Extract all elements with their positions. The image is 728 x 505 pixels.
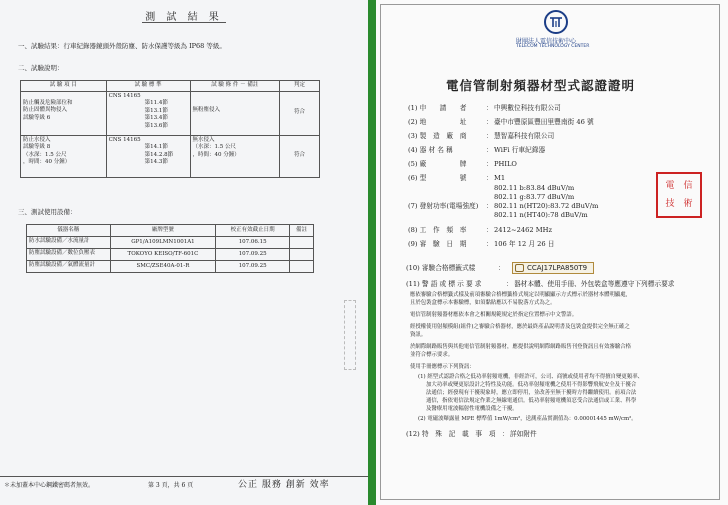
calibration-date: 107.09.25 [216, 261, 290, 273]
note-line: 使用手冊應標示下列資訊： [410, 364, 475, 370]
header-cell: 判定 [280, 81, 320, 92]
result-cell: 符合 [280, 135, 320, 177]
logo-text-english: TELECOM TECHNOLOGY CENTER [516, 44, 590, 49]
table-row [27, 261, 314, 273]
header-cell: 校正有效截止日期 [216, 225, 290, 237]
logo-text-chinese: 財團法人電信技術中心 [516, 38, 577, 45]
test-item-cell: 防止水侵入 試驗等級 8 （水深：1.5 公尺 ，時間：40 分鐘） [21, 135, 107, 177]
ncc-mark-icon [515, 264, 524, 272]
note-line: 並符合標示要求。 [410, 352, 454, 358]
header-cell: 試 驗 項 目 [21, 81, 107, 92]
standard-cell: CNS 14165 第14.1節 第14.2.8節 第14.3節 [106, 135, 190, 177]
table-header-row [21, 81, 320, 92]
table-row [27, 237, 314, 249]
result-cell: 符合 [280, 91, 320, 135]
note-line: 且於包裝盒標示本審驗標，如須黏貼應以不易脫落方式為之。 [410, 300, 556, 306]
page-divider [368, 0, 376, 505]
note-line: 加大功率或變更原設計之特性及功能。低功率射頻電機之使用不得影響飛航安全及干擾合 [426, 382, 637, 388]
note-line: 法通信；經發現有干擾現象時，應立即停用，並改善至無干擾時方得繼續使用。前項合法 [426, 390, 637, 396]
equipment-note [290, 237, 314, 249]
certificate-page: 財團法人電信技術中心 TELECOM TECHNOLOGY CENTER 電信管制射頻器材型式認證證明 (1) 申 請 者 ： 中興數位科技有限公司 (2) 地 址 ： 臺中市豐原區豐田里豐南街 46 號 (3) 製 造 廠 商 ： 慧智嘉科技有限公司 (4) 器 材 名 稱 ： WiFi 行車紀錄器 (5) 廠 牌 ： PHILO (6) 型 號 ： M1 (7) 發射功率(電場強度) ： 802.11 b:83.84 dBuV/m 802.11 g:83.77 dBuV/m 802.11 n(HT20):83.72 dBuV/m 802.11 n(HT40):78 dBuV/m (8) 工 作 頻 率 ： 2412~2462 MHz (9) 審 驗 日 期 ： 106 年 12 月 26 日 (10) 審驗合格標籤式樣 ： CCAJ17LPA850T9 (11) 警 語 或 標 示 要 求 ： 器材本體、使用手冊、外包裝盒等應遵守下列標示要求 應依審驗合格標籤式樣及前項審驗合格標籤格式規定以明顯顯示方式標示於器材本體明顯處, 且於包裝盒標示本審驗標，如須黏貼應以不易脫落方式為之。 電信管制射頻器材應依本會之相關規範規定於指定位置標示中文警語。 經授權使用射頻模組(組件)之審驗合格器材，應於最終產品說明書及包裝盒提供完全無正確之 資訊。 於網際網路販售與其他電信管制射頻器材，應提供說明網際網路販售刊登資訊且有效審驗合格 並符合標示要求。 使用手冊應標示下列資訊： (1) 經型式認證合格之低功率射頻電機，非經許可，公司、商號或使用者均不得擅自變更頻率、 加大功率或變更原設計之特性及功能。低功率射頻電機之使用不得影響飛航安全及干擾合 法通信；經發現有干擾現象時，應立即停用，並改善至無干擾時方得繼續使用。前項合法 通信，指依電信法規定作業之無線電通信。低功率射頻電機須忍受合法通信或工業、科學 及醫療用電波輻射性電機設備之干擾。 (2) 電磁波曝露量 MPE 標準值 1mW/cm²，送測產品實測值為：0.00001445 mW/cm²。 (12) 特 殊 記 載 事 項 ： 詳如附件 電 信 技 術 [376, 0, 728, 505]
note-line: 資訊。 [410, 332, 427, 338]
certificate-title: 電信管制射頻器材型式認證證明 [446, 78, 636, 93]
test-item-cell: 防止觸及危險部位和 防止固體異物侵入 試驗等級 6 [21, 91, 107, 135]
power-value: 802.11 g:83.77 dBuV/m [494, 193, 575, 201]
note-line: 應依審驗合格標籤式樣及前項審驗合格標籤格式規定以明顯顯示方式標示於器材本體明顯處, [410, 292, 628, 298]
equipment-name: 防塵試驗設備／數位負壓表 [27, 249, 111, 261]
note-line: 及醫療用電波輻射性電機設備之干擾。 [426, 406, 518, 412]
slogan: 公正 服務 創新 效率 [238, 480, 330, 490]
note-line: 電信管制射頻器材應依本會之相關規範規定於指定位置標示中文警語。 [410, 312, 578, 318]
condition-cell: 無粉塵侵入 [190, 91, 280, 135]
test-items-table [20, 80, 320, 178]
header-cell: 試 驗 標 準 [106, 81, 190, 92]
section-equipment: 三、測試使用設備： [18, 208, 77, 216]
official-seal-stamp: 電 信 技 術 [656, 172, 702, 218]
equipment-model: SMC/ZSE40A-01-R [110, 261, 216, 273]
note-line: 通信，指依電信法規定作業之無線電通信。低功率射頻電機須忍受合法通信或工業、科學 [426, 398, 637, 404]
equipment-model: GP1/A109LMN1001A1 [110, 237, 216, 249]
equipment-note [290, 261, 314, 273]
note-line: 於網際網路販售與其他電信管制射頻器材，應提供說明網際網路販售刊登資訊且有效審驗合格 [410, 344, 632, 350]
equipment-name: 防水試驗設備／水流量計 [27, 237, 111, 249]
note-line: (1) 經型式認證合格之低功率射頻電機，非經許可，公司、商號或使用者均不得擅自變更頻率、 [418, 374, 643, 380]
page-number: 第 3 頁，共 6 頁 [148, 482, 194, 489]
section-test-result: 一、試驗結果：行車紀錄器鏡頭外殼防塵、防水保護等級為 IP68 等級。 [18, 42, 226, 50]
equipment-name: 防塵試驗設備／氣體流量計 [27, 261, 111, 273]
table-header-row [27, 225, 314, 237]
note-line: (2) 電磁波曝露量 MPE 標準值 1mW/cm²，送測產品實測值為：0.00001445 mW/cm²。 [418, 416, 637, 422]
embossed-seal [344, 300, 356, 370]
report-title: 測 試 結 果 [145, 12, 223, 23]
power-value: 802.11 n(HT40):78 dBuV/m [494, 211, 588, 219]
standard-cell: CNS 14165 第11.4節 第13.1節 第13.4節 第13.6節 [106, 91, 190, 135]
condition-cell: 無水侵入 （水深：1.5 公尺 ，時間：40 分鐘） [190, 135, 280, 177]
header-cell: 備註 [290, 225, 314, 237]
table-row [21, 135, 320, 177]
title-underline [142, 22, 226, 23]
ttc-logo-icon [544, 10, 568, 34]
table-row [27, 249, 314, 261]
table-row [21, 91, 320, 135]
header-cell: 試 驗 條 件 － 備註 [190, 81, 280, 92]
section-test-description: 二、試驗說明： [18, 64, 64, 72]
note-line: 經授權使用射頻模組(組件)之審驗合格器材，應於最終產品說明書及包裝盒提供完全無正確之 [410, 324, 630, 330]
header-cell: 儀器名稱 [27, 225, 111, 237]
calibration-date: 107.09.25 [216, 249, 290, 261]
power-value: 802.11 b:83.84 dBuV/m [494, 184, 575, 192]
footnote: ＊未加蓋本中心鋼鐵密碼者無效。 [4, 482, 95, 489]
equipment-note [290, 249, 314, 261]
calibration-date: 107.06.15 [216, 237, 290, 249]
equipment-table [26, 224, 314, 273]
header-cell: 廠牌型號 [110, 225, 216, 237]
certification-code-badge: CCAJ17LPA850T9 [512, 262, 594, 274]
power-value: 802.11 n(HT20):83.72 dBuV/m [494, 202, 599, 210]
equipment-model: TOKOYO KEISO/TF-601C [110, 249, 216, 261]
